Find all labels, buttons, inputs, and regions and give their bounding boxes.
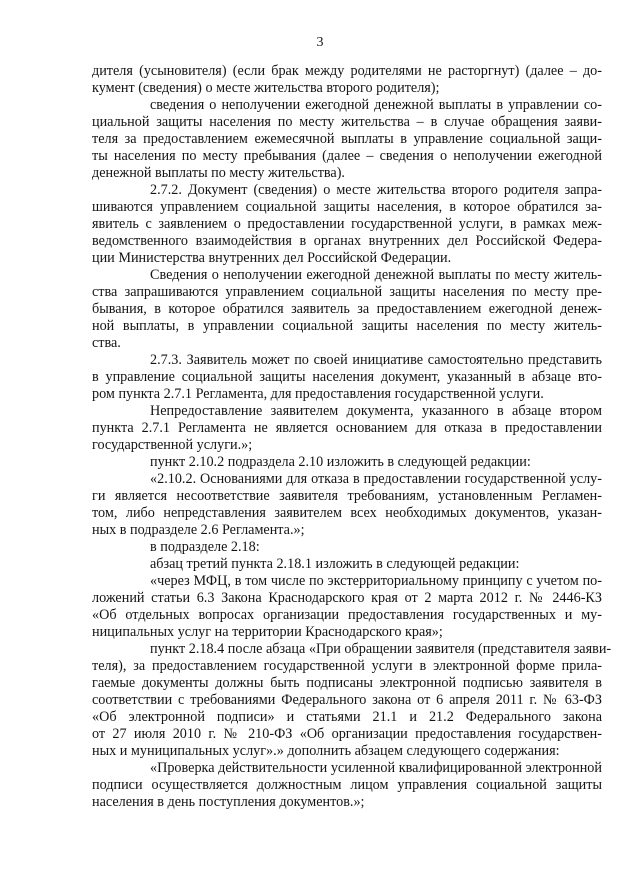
text-line: Непредоставление заявителем документа, указанного в абзаце втором: [150, 403, 602, 419]
text-line: ведомственного взаимодействия в органах внутренних дел Российской Федера-: [92, 233, 602, 249]
text-line: ных и муниципальных услуг».» дополнить абзацем следующего содержания:: [92, 743, 560, 759]
text-line: теля за предоставлением ежемесячной выплаты в управление социальной защи-: [92, 131, 602, 147]
text-line: циальной защиты населения по месту жительства – в случае обращения заяви-: [92, 114, 602, 130]
text-line: в подразделе 2.18:: [150, 539, 260, 555]
text-line: ложений статьи 6.3 Закона Краснодарского края от 2 марта 2012 г. № 2446-КЗ: [92, 590, 602, 606]
text-line: ной выплаты, в управлении социальной защиты населения по месту житель-: [92, 318, 602, 334]
text-line: подписи осуществляется должностным лицом управления социальной защиты: [92, 777, 602, 793]
text-line: абзац третий пункта 2.18.1 изложить в следующей редакции:: [150, 556, 520, 572]
text-line: гаемые документы должны быть подписаны электронной подписью заявителя в: [92, 675, 602, 691]
text-line: «Об отдельных вопросах организации предоставления государственных и му-: [92, 607, 602, 623]
text-line: ниципальных услуг на территории Краснодарского края»;: [92, 624, 443, 640]
text-line: ства.: [92, 335, 121, 351]
text-line: пункт 2.18.4 после абзаца «При обращении заявителя (представителя заяви-: [150, 641, 612, 657]
text-line: том, либо непредставления заявителем всех необходимых документов, указан-: [92, 505, 602, 521]
text-line: шиваются управлением социальной защиты населения, в которое обратился за-: [92, 199, 602, 215]
text-line: бывания, в которое обратился заявитель за предоставлением ежегодной денеж-: [92, 301, 602, 317]
text-line: ты населения по месту пребывания (далее – сведения о неполучении ежегодной: [92, 148, 602, 164]
text-line: ции Министерства внутренних дел Российской Федерации.: [92, 250, 452, 266]
text-line: пункта 2.7.1 Регламента не является основанием для отказа в предоставлении: [92, 420, 602, 436]
text-line: 2.7.2. Документ (сведения) о месте жительства второго родителя запра-: [150, 182, 602, 198]
text-line: «2.10.2. Основаниями для отказа в предоставлении государственной услу-: [150, 471, 602, 487]
text-line: населения в день поступления документов.»;: [92, 794, 365, 810]
page-number: 3: [316, 35, 324, 50]
text-line: сведения о неполучении ежегодной денежной выплаты в управлении со-: [150, 97, 602, 113]
text-line: ных в подразделе 2.6 Регламента.»;: [92, 522, 305, 538]
text-line: 2.7.3. Заявитель может по своей инициативе самостоятельно представить: [150, 352, 602, 368]
text-line: явитель с заявлением о предоставлении государственной услуги, в рамках меж-: [92, 216, 602, 232]
text-line: соответствии с требованиями Федерального закона от 6 апреля 2011 г. № 63-ФЗ: [92, 692, 602, 708]
text-line: от 27 июля 2010 г. № 210-ФЗ «Об организации предоставления государствен-: [92, 726, 602, 742]
text-line: Сведения о неполучении ежегодной денежной выплаты по месту житель-: [150, 267, 602, 283]
text-line: «через МФЦ, в том числе по экстерриториальному принципу с учетом по-: [150, 573, 602, 589]
text-line: «Об электронной подписи» и статьями 21.1 и 21.2 Федерального закона: [92, 709, 602, 725]
text-line: государственной услуги.»;: [92, 437, 253, 453]
text-line: кумент (сведения) о месте жительства второго родителя);: [92, 80, 440, 96]
text-line: дителя (усыновителя) (если брак между родителями не расторгнут) (далее – до-: [92, 63, 602, 79]
text-line: ги является несоответствие заявителя требованиям, установленным Регламен-: [92, 488, 602, 504]
text-line: «Проверка действительности усиленной квалифицированной электронной: [150, 760, 602, 776]
text-line: ром пункта 2.7.1 Регламента, для предоставления государственной услуги.: [92, 386, 544, 402]
text-line: пункт 2.10.2 подраздела 2.10 изложить в следующей редакции:: [150, 454, 531, 470]
text-line: теля), за предоставлением государственной услуги в электронной форме прила-: [92, 658, 602, 674]
text-line: ства запрашиваются управлением социальной защиты населения по месту пре-: [92, 284, 602, 300]
text-line: денежной выплаты по месту жительства).: [92, 165, 345, 181]
text-line: в управление социальной защиты населения документ, указанный в абзаце вто-: [92, 369, 602, 385]
